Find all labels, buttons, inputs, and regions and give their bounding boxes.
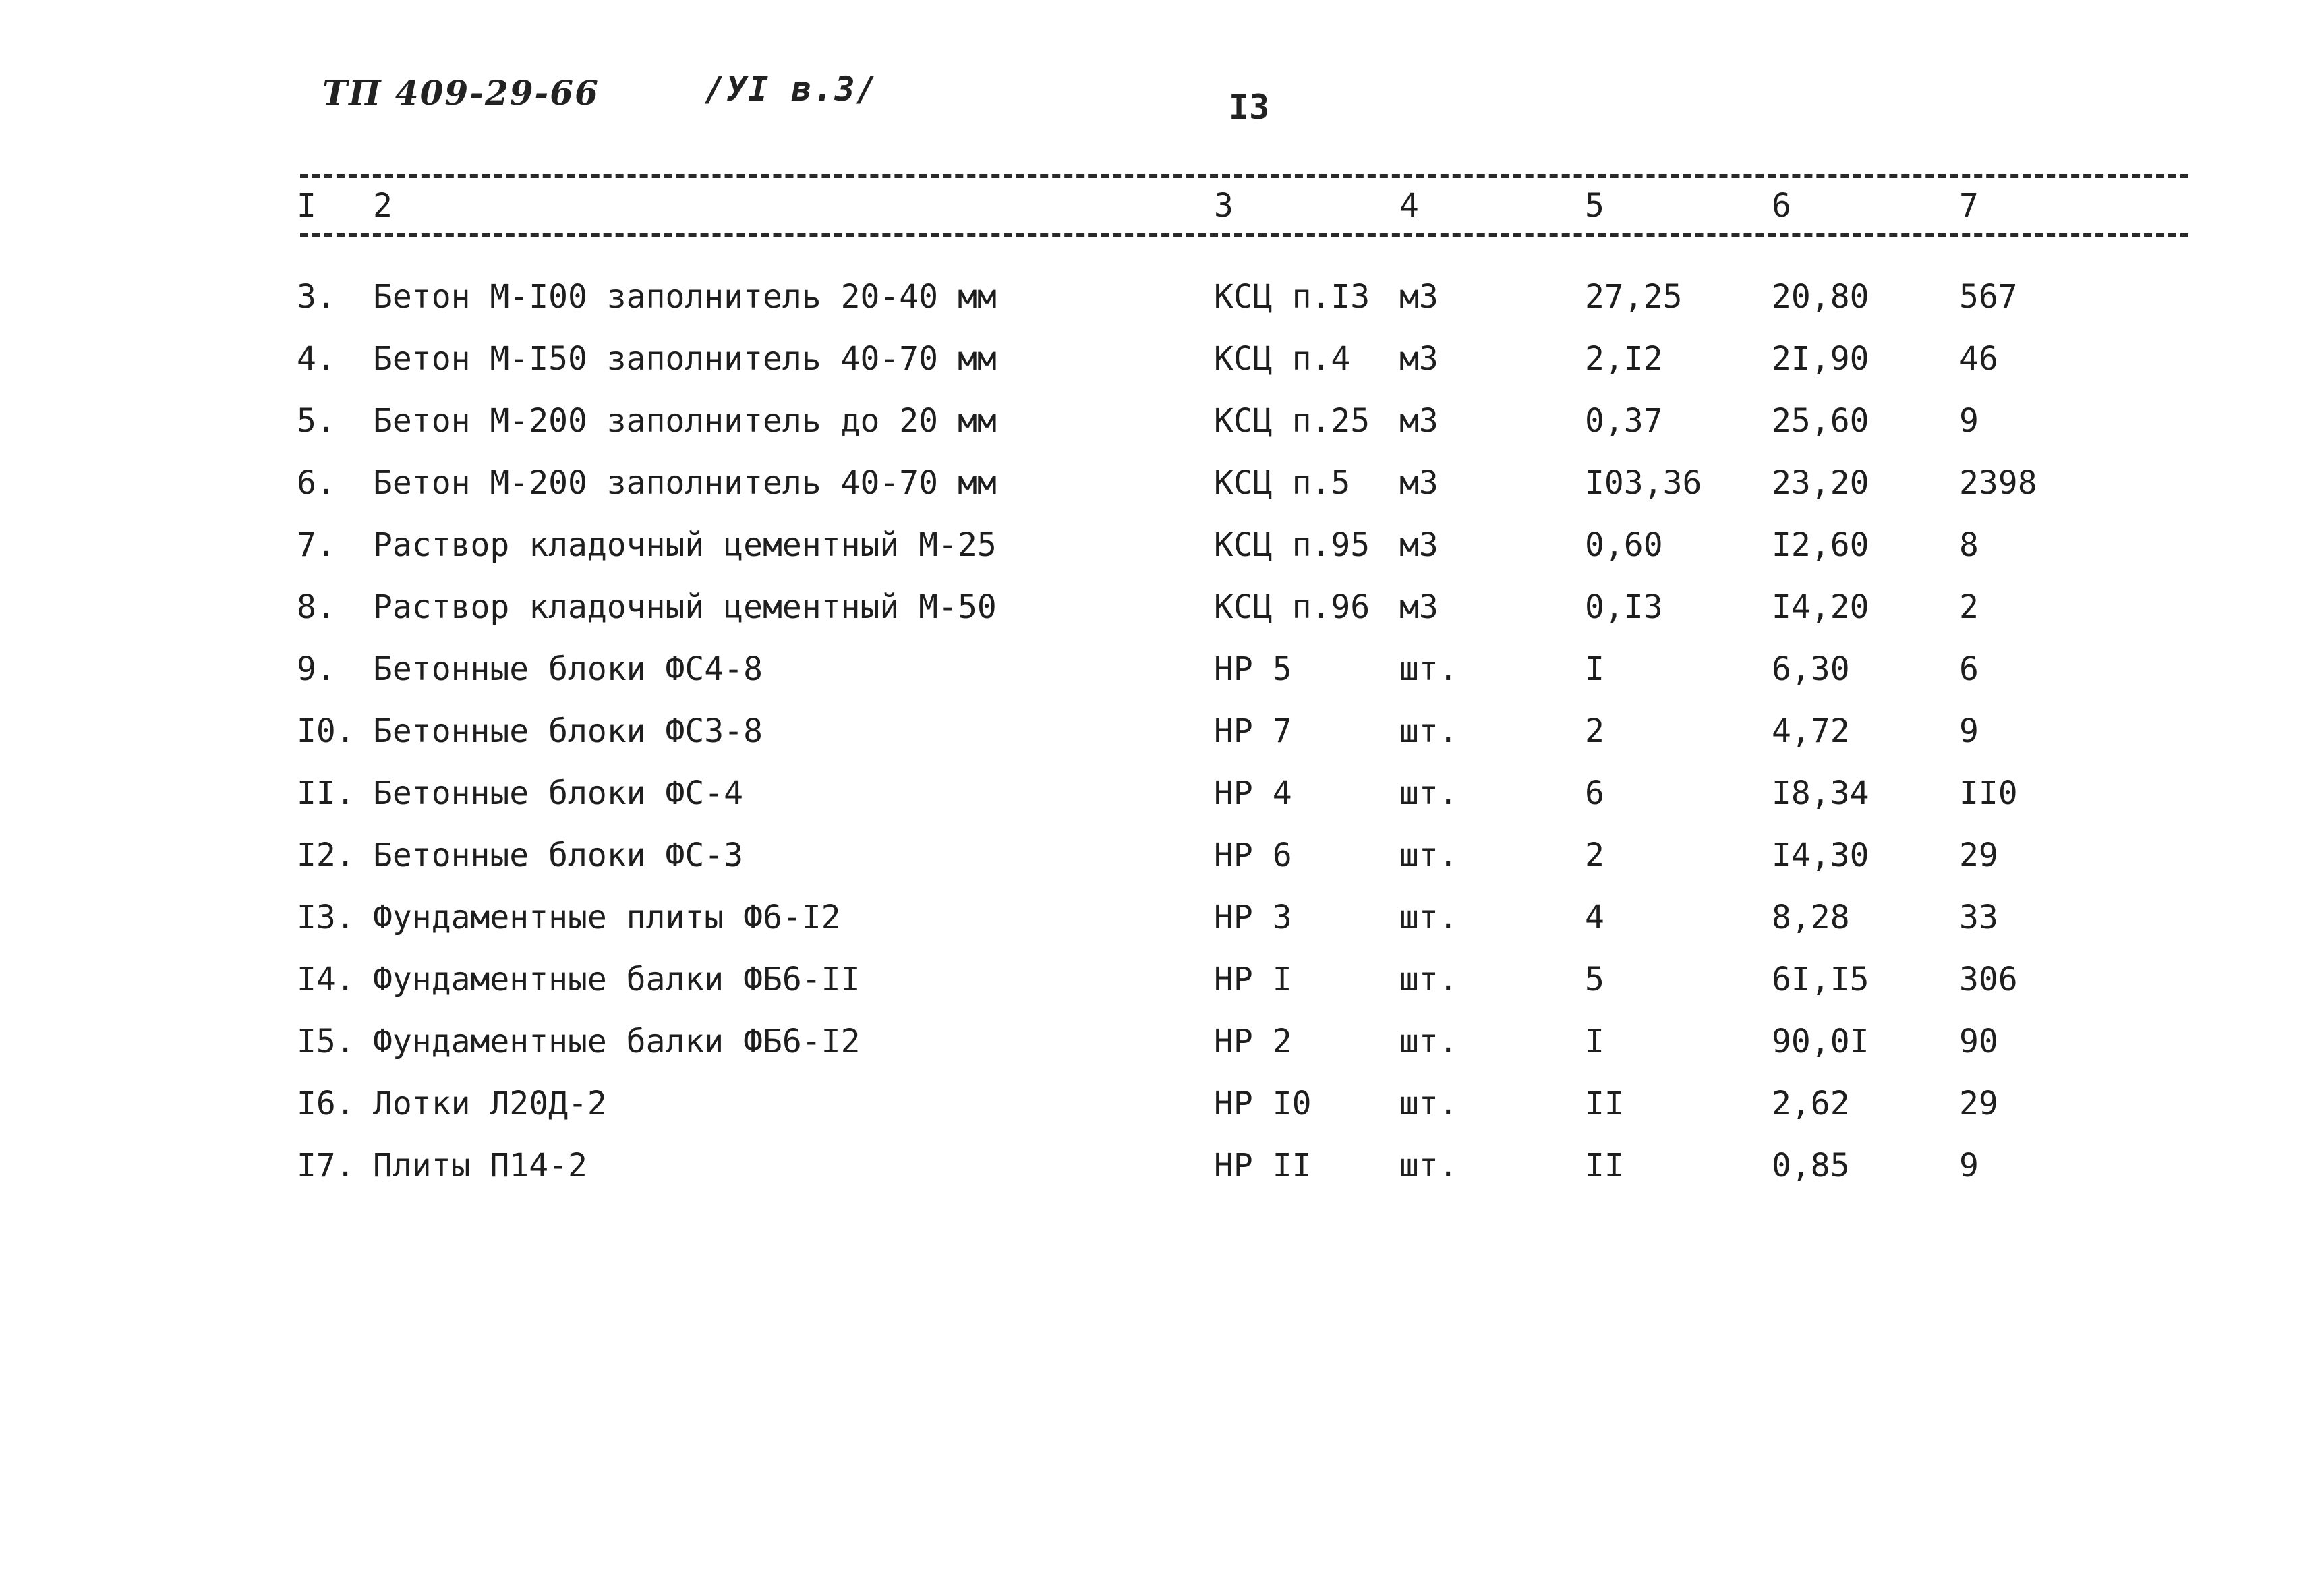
price-reference: КСЦ п.I3: [1214, 278, 1370, 316]
unit: шт.: [1399, 1085, 1458, 1123]
column-header-2: 2: [373, 187, 393, 225]
row-number: 9.: [297, 650, 336, 688]
quantity: 0,60: [1585, 526, 1663, 564]
quantity: 2: [1585, 836, 1604, 874]
total-cost: 90: [1959, 1023, 1998, 1060]
unit: шт.: [1399, 836, 1458, 874]
total-cost: 2: [1959, 588, 1979, 626]
row-number: I6.: [297, 1085, 355, 1123]
row-number: I0.: [297, 712, 355, 750]
row-number: I2.: [297, 836, 355, 874]
unit: шт.: [1399, 650, 1458, 688]
total-cost: 33: [1959, 899, 1998, 936]
unit-price: 25,60: [1772, 402, 1869, 440]
unit-price: 90,0I: [1772, 1023, 1869, 1060]
column-header-4: 4: [1399, 187, 1419, 225]
quantity: 0,I3: [1585, 588, 1663, 626]
unit-price: 0,85: [1772, 1147, 1850, 1185]
unit-price: 23,20: [1772, 464, 1869, 502]
column-header-3: 3: [1214, 187, 1233, 225]
column-header-1: I: [297, 187, 316, 225]
quantity: 4: [1585, 899, 1604, 936]
quantity: 27,25: [1585, 278, 1683, 316]
total-cost: 6: [1959, 650, 1979, 688]
quantity: 5: [1585, 961, 1604, 998]
price-reference: НР I0: [1214, 1085, 1312, 1123]
total-cost: 46: [1959, 340, 1998, 378]
total-cost: 567: [1959, 278, 2018, 316]
price-reference: НР 4: [1214, 774, 1292, 812]
unit: м3: [1399, 402, 1439, 440]
row-number: 4.: [297, 340, 336, 378]
price-reference: КСЦ п.96: [1214, 588, 1370, 626]
quantity: 2: [1585, 712, 1604, 750]
item-name: Бетон М-I00 заполнитель 20-40 мм: [373, 278, 997, 316]
quantity: 2,I2: [1585, 340, 1663, 378]
total-cost: 29: [1959, 836, 1998, 874]
unit-price: 6I,I5: [1772, 961, 1869, 998]
unit-price: 4,72: [1772, 712, 1850, 750]
price-reference: НР II: [1214, 1147, 1312, 1185]
unit: м3: [1399, 526, 1439, 564]
price-reference: НР 3: [1214, 899, 1292, 936]
quantity: 6: [1585, 774, 1604, 812]
total-cost: 29: [1959, 1085, 1998, 1123]
price-reference: КСЦ п.25: [1214, 402, 1370, 440]
row-number: 8.: [297, 588, 336, 626]
quantity: 0,37: [1585, 402, 1663, 440]
item-name: Лотки Л20Д-2: [373, 1085, 607, 1123]
column-header-5: 5: [1585, 187, 1604, 225]
total-cost: 2398: [1959, 464, 2037, 502]
total-cost: 9: [1959, 712, 1979, 750]
row-number: I5.: [297, 1023, 355, 1060]
price-reference: НР I: [1214, 961, 1292, 998]
item-name: Бетонные блоки ФС-4: [373, 774, 744, 812]
price-reference: НР 6: [1214, 836, 1292, 874]
item-name: Фундаментные плиты Ф6-I2: [373, 899, 841, 936]
unit-price: 6,30: [1772, 650, 1850, 688]
unit: шт.: [1399, 961, 1458, 998]
page-number: I3: [1229, 88, 1270, 127]
unit: шт.: [1399, 774, 1458, 812]
price-reference: КСЦ п.4: [1214, 340, 1351, 378]
unit-price: I8,34: [1772, 774, 1869, 812]
item-name: Бетон М-I50 заполнитель 40-70 мм: [373, 340, 997, 378]
row-number: II.: [297, 774, 355, 812]
unit: шт.: [1399, 1147, 1458, 1185]
unit-price: I4,20: [1772, 588, 1869, 626]
unit: м3: [1399, 340, 1439, 378]
total-cost: 306: [1959, 961, 2018, 998]
price-reference: НР 2: [1214, 1023, 1292, 1060]
row-number: I7.: [297, 1147, 355, 1185]
item-name: Раствор кладочный цементный М-50: [373, 588, 997, 626]
unit: шт.: [1399, 899, 1458, 936]
total-cost: 9: [1959, 1147, 1979, 1185]
row-number: 3.: [297, 278, 336, 316]
item-name: Бетонные блоки ФС3-8: [373, 712, 763, 750]
quantity: I: [1585, 1023, 1604, 1060]
row-number: 5.: [297, 402, 336, 440]
unit: шт.: [1399, 1023, 1458, 1060]
item-name: Бетон М-200 заполнитель 40-70 мм: [373, 464, 997, 502]
document-code: ТП 409-29-66: [322, 73, 600, 113]
price-reference: КСЦ п.5: [1214, 464, 1351, 502]
unit: м3: [1399, 588, 1439, 626]
column-header-7: 7: [1959, 187, 1979, 225]
row-number: 7.: [297, 526, 336, 564]
unit-price: I2,60: [1772, 526, 1869, 564]
unit-price: 2I,90: [1772, 340, 1869, 378]
header-divider-top: [300, 174, 2188, 178]
unit-price: 2,62: [1772, 1085, 1850, 1123]
item-name: Фундаментные балки ФБ6-II: [373, 961, 861, 998]
quantity: II: [1585, 1147, 1624, 1185]
unit-price: 20,80: [1772, 278, 1869, 316]
quantity: II: [1585, 1085, 1624, 1123]
item-name: Бетонные блоки ФС4-8: [373, 650, 763, 688]
unit-price: 8,28: [1772, 899, 1850, 936]
quantity: I03,36: [1585, 464, 1702, 502]
total-cost: 8: [1959, 526, 1979, 564]
quantity: I: [1585, 650, 1604, 688]
price-reference: НР 5: [1214, 650, 1292, 688]
unit: шт.: [1399, 712, 1458, 750]
total-cost: 9: [1959, 402, 1979, 440]
total-cost: II0: [1959, 774, 2018, 812]
row-number: 6.: [297, 464, 336, 502]
price-reference: НР 7: [1214, 712, 1292, 750]
item-name: Бетон М-200 заполнитель до 20 мм: [373, 402, 997, 440]
row-number: I3.: [297, 899, 355, 936]
item-name: Фундаментные балки ФБ6-I2: [373, 1023, 861, 1060]
unit: м3: [1399, 464, 1439, 502]
volume-label: /УI в.3/: [705, 69, 878, 109]
price-reference: КСЦ п.95: [1214, 526, 1370, 564]
row-number: I4.: [297, 961, 355, 998]
item-name: Раствор кладочный цементный М-25: [373, 526, 997, 564]
column-header-6: 6: [1772, 187, 1791, 225]
unit-price: I4,30: [1772, 836, 1869, 874]
item-name: Бетонные блоки ФС-3: [373, 836, 744, 874]
unit: м3: [1399, 278, 1439, 316]
header-divider-bottom: [300, 233, 2188, 237]
item-name: Плиты П14-2: [373, 1147, 587, 1185]
